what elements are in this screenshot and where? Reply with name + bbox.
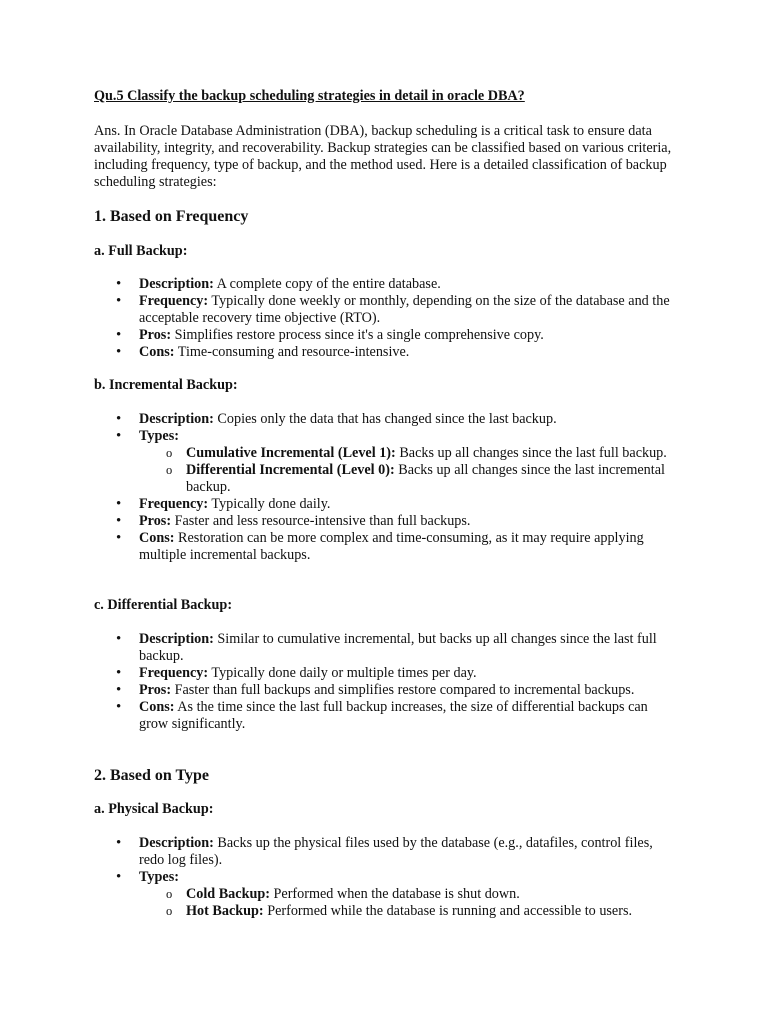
item-label: Cons: (139, 698, 175, 715)
list-item (94, 665, 674, 682)
list-item (94, 428, 674, 496)
list-item (94, 293, 674, 327)
subsection-title-full-backup: a. Full Backup: (94, 243, 188, 259)
item-label: Description: (139, 835, 214, 851)
item-text: Faster and less resource-intensive than full backups. (174, 512, 471, 529)
item-text: Typically done weekly or monthly, depending on the size of the database and the acceptable recovery time objective (RTO). (139, 292, 670, 326)
item-text: Simplifies restore process since it's a single comprehensive copy. (174, 326, 544, 343)
full-backup-list (94, 276, 674, 361)
section-heading-type: 2. Based on Type (94, 767, 209, 784)
sub-list-item (139, 886, 674, 903)
item-label: Description: (139, 411, 214, 427)
intro-paragraph: Ans. In Oracle Database Administration (DBA), backup scheduling is a critical task to ensure data availability, integrity, and recoverability. Backup strategies can be classified based on various criteria, including frequency, type of backup, and the method used. Here is a detailed classification of backup scheduling strategies: (94, 123, 672, 190)
item-label: Frequency: (139, 292, 209, 309)
subsection-title-differential-backup: c. Differential Backup: (94, 597, 233, 613)
item-text: Similar to cumulative incremental, but backs up all changes since the last full backup. (139, 631, 657, 664)
item-label: Types: (139, 427, 179, 444)
sub-item-label: Cold Backup: (186, 885, 270, 902)
item-label: Cons: (139, 529, 175, 546)
list-item (94, 344, 674, 361)
list-item (94, 276, 674, 293)
item-label: Description: (139, 631, 214, 647)
list-item (94, 682, 674, 699)
list-item (94, 631, 674, 665)
incremental-backup-list (94, 411, 674, 564)
item-label: Pros: (139, 326, 172, 343)
list-item (94, 513, 674, 530)
item-label: Frequency: (139, 495, 209, 512)
item-label: Pros: (139, 512, 172, 529)
sub-list-item (139, 903, 674, 920)
sub-list (139, 886, 674, 920)
subsection-title-incremental-backup: b. Incremental Backup: (94, 377, 238, 393)
physical-backup-list (94, 835, 674, 920)
item-text: Copies only the data that has changed since the last backup. (217, 411, 557, 427)
item-label: Frequency: (139, 664, 209, 681)
sub-item-label: Cumulative Incremental (Level 1): (186, 444, 396, 461)
item-text: Restoration can be more complex and time-consuming, as it may require applying multiple incremental backups. (139, 529, 644, 563)
sub-item-text: Backs up all changes since the last incremental backup. (186, 461, 665, 495)
sub-list (139, 445, 674, 496)
item-label: Description: (139, 276, 214, 292)
differential-backup-list (94, 631, 674, 733)
item-text: Typically done daily or multiple times per day. (211, 664, 477, 681)
sub-item-label: Differential Incremental (Level 0): (186, 461, 395, 478)
list-item (94, 496, 674, 513)
item-text: A complete copy of the entire database. (216, 276, 441, 292)
sub-list-item (139, 445, 674, 462)
item-text: Time-consuming and resource-intensive. (177, 343, 410, 360)
list-item (94, 835, 674, 869)
item-label: Cons: (139, 343, 175, 360)
sub-item-text: Performed while the database is running and accessible to users. (267, 902, 633, 919)
list-item (94, 699, 674, 733)
item-text: Backs up the physical files used by the database (e.g., datafiles, control files, redo log files). (139, 835, 653, 868)
list-item (94, 869, 674, 920)
question-title: Qu.5 Classify the backup scheduling strategies in detail in oracle DBA? (94, 88, 525, 104)
sub-item-text: Backs up all changes since the last full backup. (399, 444, 667, 461)
section-heading-frequency: 1. Based on Frequency (94, 208, 249, 225)
subsection-title-physical-backup: a. Physical Backup: (94, 801, 214, 817)
list-item (94, 327, 674, 344)
sub-item-label: Hot Backup: (186, 902, 264, 919)
item-label: Pros: (139, 681, 172, 698)
item-text: As the time since the last full backup increases, the size of differential backups can grow significantly. (139, 698, 648, 732)
list-item (94, 530, 674, 564)
item-label: Types: (139, 868, 179, 885)
sub-list-item (139, 462, 674, 496)
item-text: Typically done daily. (211, 495, 331, 512)
sub-item-text: Performed when the database is shut down. (273, 885, 520, 902)
item-text: Faster than full backups and simplifies restore compared to incremental backups. (174, 681, 635, 698)
list-item (94, 411, 674, 428)
